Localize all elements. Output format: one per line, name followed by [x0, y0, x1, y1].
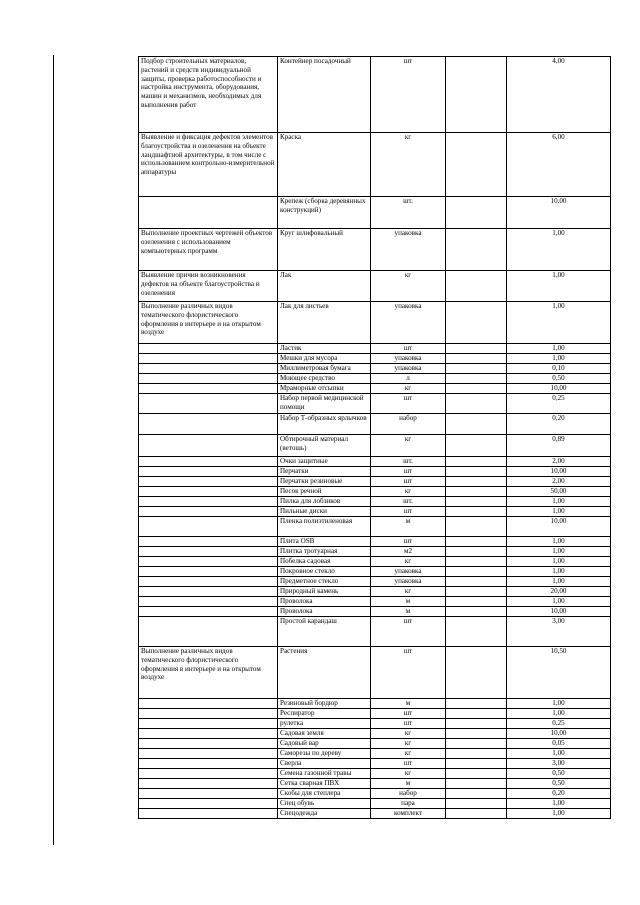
task-cell — [139, 719, 278, 729]
empty-cell — [446, 384, 507, 394]
table-row — [139, 699, 611, 709]
empty-cell — [446, 229, 507, 271]
task-cell — [139, 354, 278, 364]
materials-table — [138, 56, 611, 819]
unit-cell: шт. — [371, 457, 446, 467]
quantity-cell: 6,00 — [507, 133, 611, 197]
material-name-cell: Садовая земля — [278, 729, 371, 739]
quantity-cell: 10,00 — [507, 517, 611, 537]
material-name-cell: Сетка сварная ПВХ — [278, 779, 371, 789]
material-name-cell: Набор первой медицинской помощи — [278, 394, 371, 414]
table-row — [139, 537, 611, 547]
table-row — [139, 384, 611, 394]
unit-cell: упаковка — [371, 302, 446, 344]
material-name-cell: Респиратор — [278, 709, 371, 719]
material-name-cell: Покровное стекло — [278, 567, 371, 577]
quantity-cell: 1,00 — [507, 271, 611, 302]
empty-cell — [446, 507, 507, 517]
task-cell — [139, 577, 278, 587]
empty-cell — [446, 799, 507, 809]
quantity-cell: 10,00 — [507, 607, 611, 617]
quantity-cell: 1,00 — [507, 709, 611, 719]
material-name-cell: Контейнер посадочный — [278, 57, 371, 133]
task-cell — [139, 789, 278, 799]
empty-cell — [446, 517, 507, 537]
material-name-cell: Крепеж (сборка деревянных конструкций) — [278, 197, 371, 229]
empty-cell — [446, 607, 507, 617]
unit-cell: кг — [371, 557, 446, 567]
unit-cell: шт. — [371, 197, 446, 229]
unit-cell: шт — [371, 344, 446, 354]
task-cell — [139, 537, 278, 547]
task-cell — [139, 394, 278, 414]
unit-cell: шт — [371, 477, 446, 487]
empty-cell — [446, 749, 507, 759]
unit-cell: кг — [371, 384, 446, 394]
material-name-cell: Проволока — [278, 597, 371, 607]
table-row — [139, 435, 611, 457]
unit-cell: кг — [371, 487, 446, 497]
table-row — [139, 749, 611, 759]
table-row — [139, 414, 611, 435]
quantity-cell: 0,20 — [507, 414, 611, 435]
table-row — [139, 517, 611, 537]
table-row — [139, 577, 611, 587]
quantity-cell: 4,00 — [507, 57, 611, 133]
unit-cell: упаковка — [371, 364, 446, 374]
quantity-cell: 0,05 — [507, 739, 611, 749]
unit-cell: кг — [371, 769, 446, 779]
task-cell — [139, 364, 278, 374]
table-row — [139, 302, 611, 344]
empty-cell — [446, 709, 507, 719]
material-name-cell: Сверла — [278, 759, 371, 769]
unit-cell: кг — [371, 271, 446, 302]
material-name-cell: Очки защитные — [278, 457, 371, 467]
quantity-cell: 0,25 — [507, 719, 611, 729]
material-name-cell: Резиновый бордюр — [278, 699, 371, 709]
empty-cell — [446, 57, 507, 133]
material-name-cell: Семена газонной травы — [278, 769, 371, 779]
unit-cell: шт — [371, 467, 446, 477]
table-row — [139, 354, 611, 364]
empty-cell — [446, 779, 507, 789]
material-name-cell: Проволока — [278, 607, 371, 617]
empty-cell — [446, 809, 507, 819]
unit-cell: шт — [371, 507, 446, 517]
table-row — [139, 547, 611, 557]
quantity-cell: 1,00 — [507, 507, 611, 517]
empty-cell — [446, 617, 507, 647]
unit-cell: шт — [371, 719, 446, 729]
material-name-cell: Саморезы по дереву — [278, 749, 371, 759]
table-row — [139, 467, 611, 477]
quantity-cell: 1,00 — [507, 354, 611, 364]
material-name-cell: Растения — [278, 647, 371, 699]
material-name-cell: Песок речной — [278, 487, 371, 497]
quantity-cell: 10,00 — [507, 197, 611, 229]
task-cell — [139, 374, 278, 384]
table-row — [139, 567, 611, 577]
empty-cell — [446, 547, 507, 557]
quantity-cell: 1,00 — [507, 497, 611, 507]
quantity-cell: 50,00 — [507, 487, 611, 497]
material-name-cell: Обтирочный материал (ветошь) — [278, 435, 371, 457]
quantity-cell: 10,00 — [507, 729, 611, 739]
material-name-cell: Мраморные отсыпки — [278, 384, 371, 394]
table-row — [139, 739, 611, 749]
material-name-cell: Мешки для мусора — [278, 354, 371, 364]
empty-cell — [446, 537, 507, 547]
empty-cell — [446, 647, 507, 699]
unit-cell: пара — [371, 799, 446, 809]
material-name-cell: Спецодежда — [278, 809, 371, 819]
unit-cell: набор — [371, 789, 446, 799]
material-name-cell: Круг шлифовальный — [278, 229, 371, 271]
unit-cell: шт — [371, 759, 446, 769]
task-cell — [139, 467, 278, 477]
table-row — [139, 197, 611, 229]
unit-cell: упаковка — [371, 577, 446, 587]
task-cell — [139, 699, 278, 709]
material-name-cell: Побелка садовая — [278, 557, 371, 567]
task-cell — [139, 507, 278, 517]
quantity-cell: 10,00 — [507, 467, 611, 477]
material-name-cell: Простой карандаш — [278, 617, 371, 647]
table-row — [139, 799, 611, 809]
empty-cell — [446, 435, 507, 457]
empty-cell — [446, 487, 507, 497]
quantity-cell: 1,00 — [507, 229, 611, 271]
table-row — [139, 477, 611, 487]
table-row — [139, 507, 611, 517]
unit-cell: кг — [371, 133, 446, 197]
table-row — [139, 271, 611, 302]
empty-cell — [446, 497, 507, 507]
task-cell — [139, 799, 278, 809]
material-name-cell: Миллиметровая бумага — [278, 364, 371, 374]
unit-cell: л — [371, 374, 446, 384]
task-cell — [139, 457, 278, 467]
quantity-cell: 1,00 — [507, 597, 611, 607]
unit-cell: шт — [371, 647, 446, 699]
unit-cell: кг — [371, 749, 446, 759]
empty-cell — [446, 759, 507, 769]
task-cell — [139, 197, 278, 229]
quantity-cell: 1,00 — [507, 749, 611, 759]
quantity-cell: 0,50 — [507, 779, 611, 789]
unit-cell: кг — [371, 739, 446, 749]
table-row — [139, 809, 611, 819]
quantity-cell: 3,00 — [507, 617, 611, 647]
quantity-cell: 1,00 — [507, 302, 611, 344]
unit-cell: упаковка — [371, 567, 446, 577]
quantity-cell: 0,50 — [507, 769, 611, 779]
unit-cell: м — [371, 517, 446, 537]
unit-cell: комплект — [371, 809, 446, 819]
table-row — [139, 759, 611, 769]
quantity-cell: 0,25 — [507, 394, 611, 414]
table-row — [139, 457, 611, 467]
task-cell — [139, 567, 278, 577]
quantity-cell: 20,00 — [507, 587, 611, 597]
unit-cell: набор — [371, 414, 446, 435]
unit-cell: кг — [371, 729, 446, 739]
quantity-cell: 0,20 — [507, 789, 611, 799]
empty-cell — [446, 597, 507, 607]
empty-cell — [446, 374, 507, 384]
quantity-cell: 10,00 — [507, 384, 611, 394]
material-name-cell: Ластик — [278, 344, 371, 354]
task-cell — [139, 739, 278, 749]
table-row — [139, 709, 611, 719]
empty-cell — [446, 557, 507, 567]
task-cell — [139, 729, 278, 739]
material-name-cell: Краска — [278, 133, 371, 197]
material-name-cell: Плитка тротуарная — [278, 547, 371, 557]
quantity-cell: 0,50 — [507, 374, 611, 384]
table-row — [139, 344, 611, 354]
unit-cell: м2 — [371, 547, 446, 557]
material-name-cell: Перчатки резиновые — [278, 477, 371, 487]
task-cell — [139, 477, 278, 487]
empty-cell — [446, 587, 507, 597]
table-row — [139, 779, 611, 789]
table-row — [139, 133, 611, 197]
material-name-cell: Спец обувь — [278, 799, 371, 809]
task-cell — [139, 607, 278, 617]
quantity-cell: 1,00 — [507, 537, 611, 547]
empty-cell — [446, 302, 507, 344]
table-row — [139, 229, 611, 271]
empty-cell — [446, 344, 507, 354]
task-cell — [139, 617, 278, 647]
material-name-cell: Набор Т-образных ярлычков — [278, 414, 371, 435]
material-name-cell: рулетка — [278, 719, 371, 729]
table-row — [139, 374, 611, 384]
table-row — [139, 597, 611, 607]
task-cell — [139, 759, 278, 769]
task-cell — [139, 709, 278, 719]
task-cell — [139, 557, 278, 567]
empty-cell — [446, 197, 507, 229]
left-margin-rule — [53, 55, 54, 845]
task-cell — [139, 749, 278, 759]
empty-cell — [446, 739, 507, 749]
task-cell — [139, 809, 278, 819]
unit-cell: шт — [371, 709, 446, 719]
empty-cell — [446, 577, 507, 587]
material-name-cell: Лак — [278, 271, 371, 302]
table-row — [139, 719, 611, 729]
material-name-cell: Моющее средство — [278, 374, 371, 384]
task-cell — [139, 487, 278, 497]
task-cell — [139, 435, 278, 457]
task-cell — [139, 769, 278, 779]
quantity-cell: 1,00 — [507, 344, 611, 354]
empty-cell — [446, 457, 507, 467]
quantity-cell: 0,89 — [507, 435, 611, 457]
quantity-cell: 2,00 — [507, 477, 611, 487]
unit-cell: м — [371, 607, 446, 617]
table-row — [139, 729, 611, 739]
quantity-cell: 1,00 — [507, 799, 611, 809]
task-cell — [139, 779, 278, 789]
quantity-cell: 10,50 — [507, 647, 611, 699]
empty-cell — [446, 271, 507, 302]
task-cell — [139, 384, 278, 394]
task-cell — [139, 547, 278, 557]
table-row — [139, 394, 611, 414]
quantity-cell: 2,00 — [507, 457, 611, 467]
quantity-cell: 0,10 — [507, 364, 611, 374]
quantity-cell: 1,00 — [507, 557, 611, 567]
task-cell: Выявление причин возникновения дефектов на объекте благоустройства и озеленения — [139, 271, 278, 302]
task-cell: Подбор строительных материалов, растений и средств индивидуальной защиты, проверка работоспособности и настройка инструмента, оборудования, машин и механизмов, необходимых для выполнения работ — [139, 57, 278, 133]
empty-cell — [446, 133, 507, 197]
table-row — [139, 647, 611, 699]
unit-cell: шт — [371, 617, 446, 647]
empty-cell — [446, 769, 507, 779]
task-cell: Выявление и фиксация дефектов элементов благоустройства и озеленения на объекте ландшафтной архитектуры, в том числе с использованием контрольно-измерительной аппаратуры — [139, 133, 278, 197]
task-cell: Выполнение проектных чертежей объектов озеленения с использованием компьютерных программ — [139, 229, 278, 271]
empty-cell — [446, 467, 507, 477]
quantity-cell: 1,00 — [507, 699, 611, 709]
empty-cell — [446, 414, 507, 435]
material-name-cell: Скобы для степлера — [278, 789, 371, 799]
unit-cell: м — [371, 779, 446, 789]
table-row — [139, 557, 611, 567]
empty-cell — [446, 699, 507, 709]
unit-cell: шт — [371, 394, 446, 414]
empty-cell — [446, 477, 507, 487]
quantity-cell: 1,00 — [507, 809, 611, 819]
empty-cell — [446, 729, 507, 739]
empty-cell — [446, 719, 507, 729]
table-row — [139, 364, 611, 374]
table-row — [139, 617, 611, 647]
material-name-cell: Плита OSB — [278, 537, 371, 547]
materials-table-body — [139, 57, 611, 819]
unit-cell: упаковка — [371, 354, 446, 364]
table-row — [139, 497, 611, 507]
material-name-cell: Предметное стекло — [278, 577, 371, 587]
unit-cell: шт. — [371, 497, 446, 507]
material-name-cell: Природный камень — [278, 587, 371, 597]
quantity-cell: 1,00 — [507, 577, 611, 587]
material-name-cell: Лак для листьев — [278, 302, 371, 344]
material-name-cell: Садовый вар — [278, 739, 371, 749]
unit-cell: упаковка — [371, 229, 446, 271]
unit-cell: шт — [371, 537, 446, 547]
table-row — [139, 789, 611, 799]
material-name-cell: Пилка для лобзиков — [278, 497, 371, 507]
material-name-cell: Пильные диски — [278, 507, 371, 517]
task-cell — [139, 597, 278, 607]
table-row — [139, 487, 611, 497]
task-cell — [139, 587, 278, 597]
quantity-cell: 1,00 — [507, 567, 611, 577]
quantity-cell: 3,00 — [507, 759, 611, 769]
table-row — [139, 587, 611, 597]
unit-cell: кг — [371, 587, 446, 597]
table-row — [139, 607, 611, 617]
empty-cell — [446, 567, 507, 577]
table-row — [139, 769, 611, 779]
task-cell — [139, 497, 278, 507]
empty-cell — [446, 364, 507, 374]
task-cell: Выполнение различных видов тематического флористического оформления в интерьере и на открытом воздухе — [139, 647, 278, 699]
task-cell — [139, 517, 278, 537]
task-cell — [139, 414, 278, 435]
unit-cell: м — [371, 699, 446, 709]
material-name-cell: Пленка полиэтиленовая — [278, 517, 371, 537]
empty-cell — [446, 354, 507, 364]
empty-cell — [446, 394, 507, 414]
material-name-cell: Перчатки — [278, 467, 371, 477]
table-row — [139, 57, 611, 133]
task-cell — [139, 344, 278, 354]
unit-cell: шт — [371, 57, 446, 133]
task-cell: Выполнение различных видов тематического флористического оформления в интерьере и на открытом воздухе — [139, 302, 278, 344]
quantity-cell: 1,00 — [507, 547, 611, 557]
unit-cell: кг — [371, 435, 446, 457]
empty-cell — [446, 789, 507, 799]
unit-cell: м — [371, 597, 446, 607]
